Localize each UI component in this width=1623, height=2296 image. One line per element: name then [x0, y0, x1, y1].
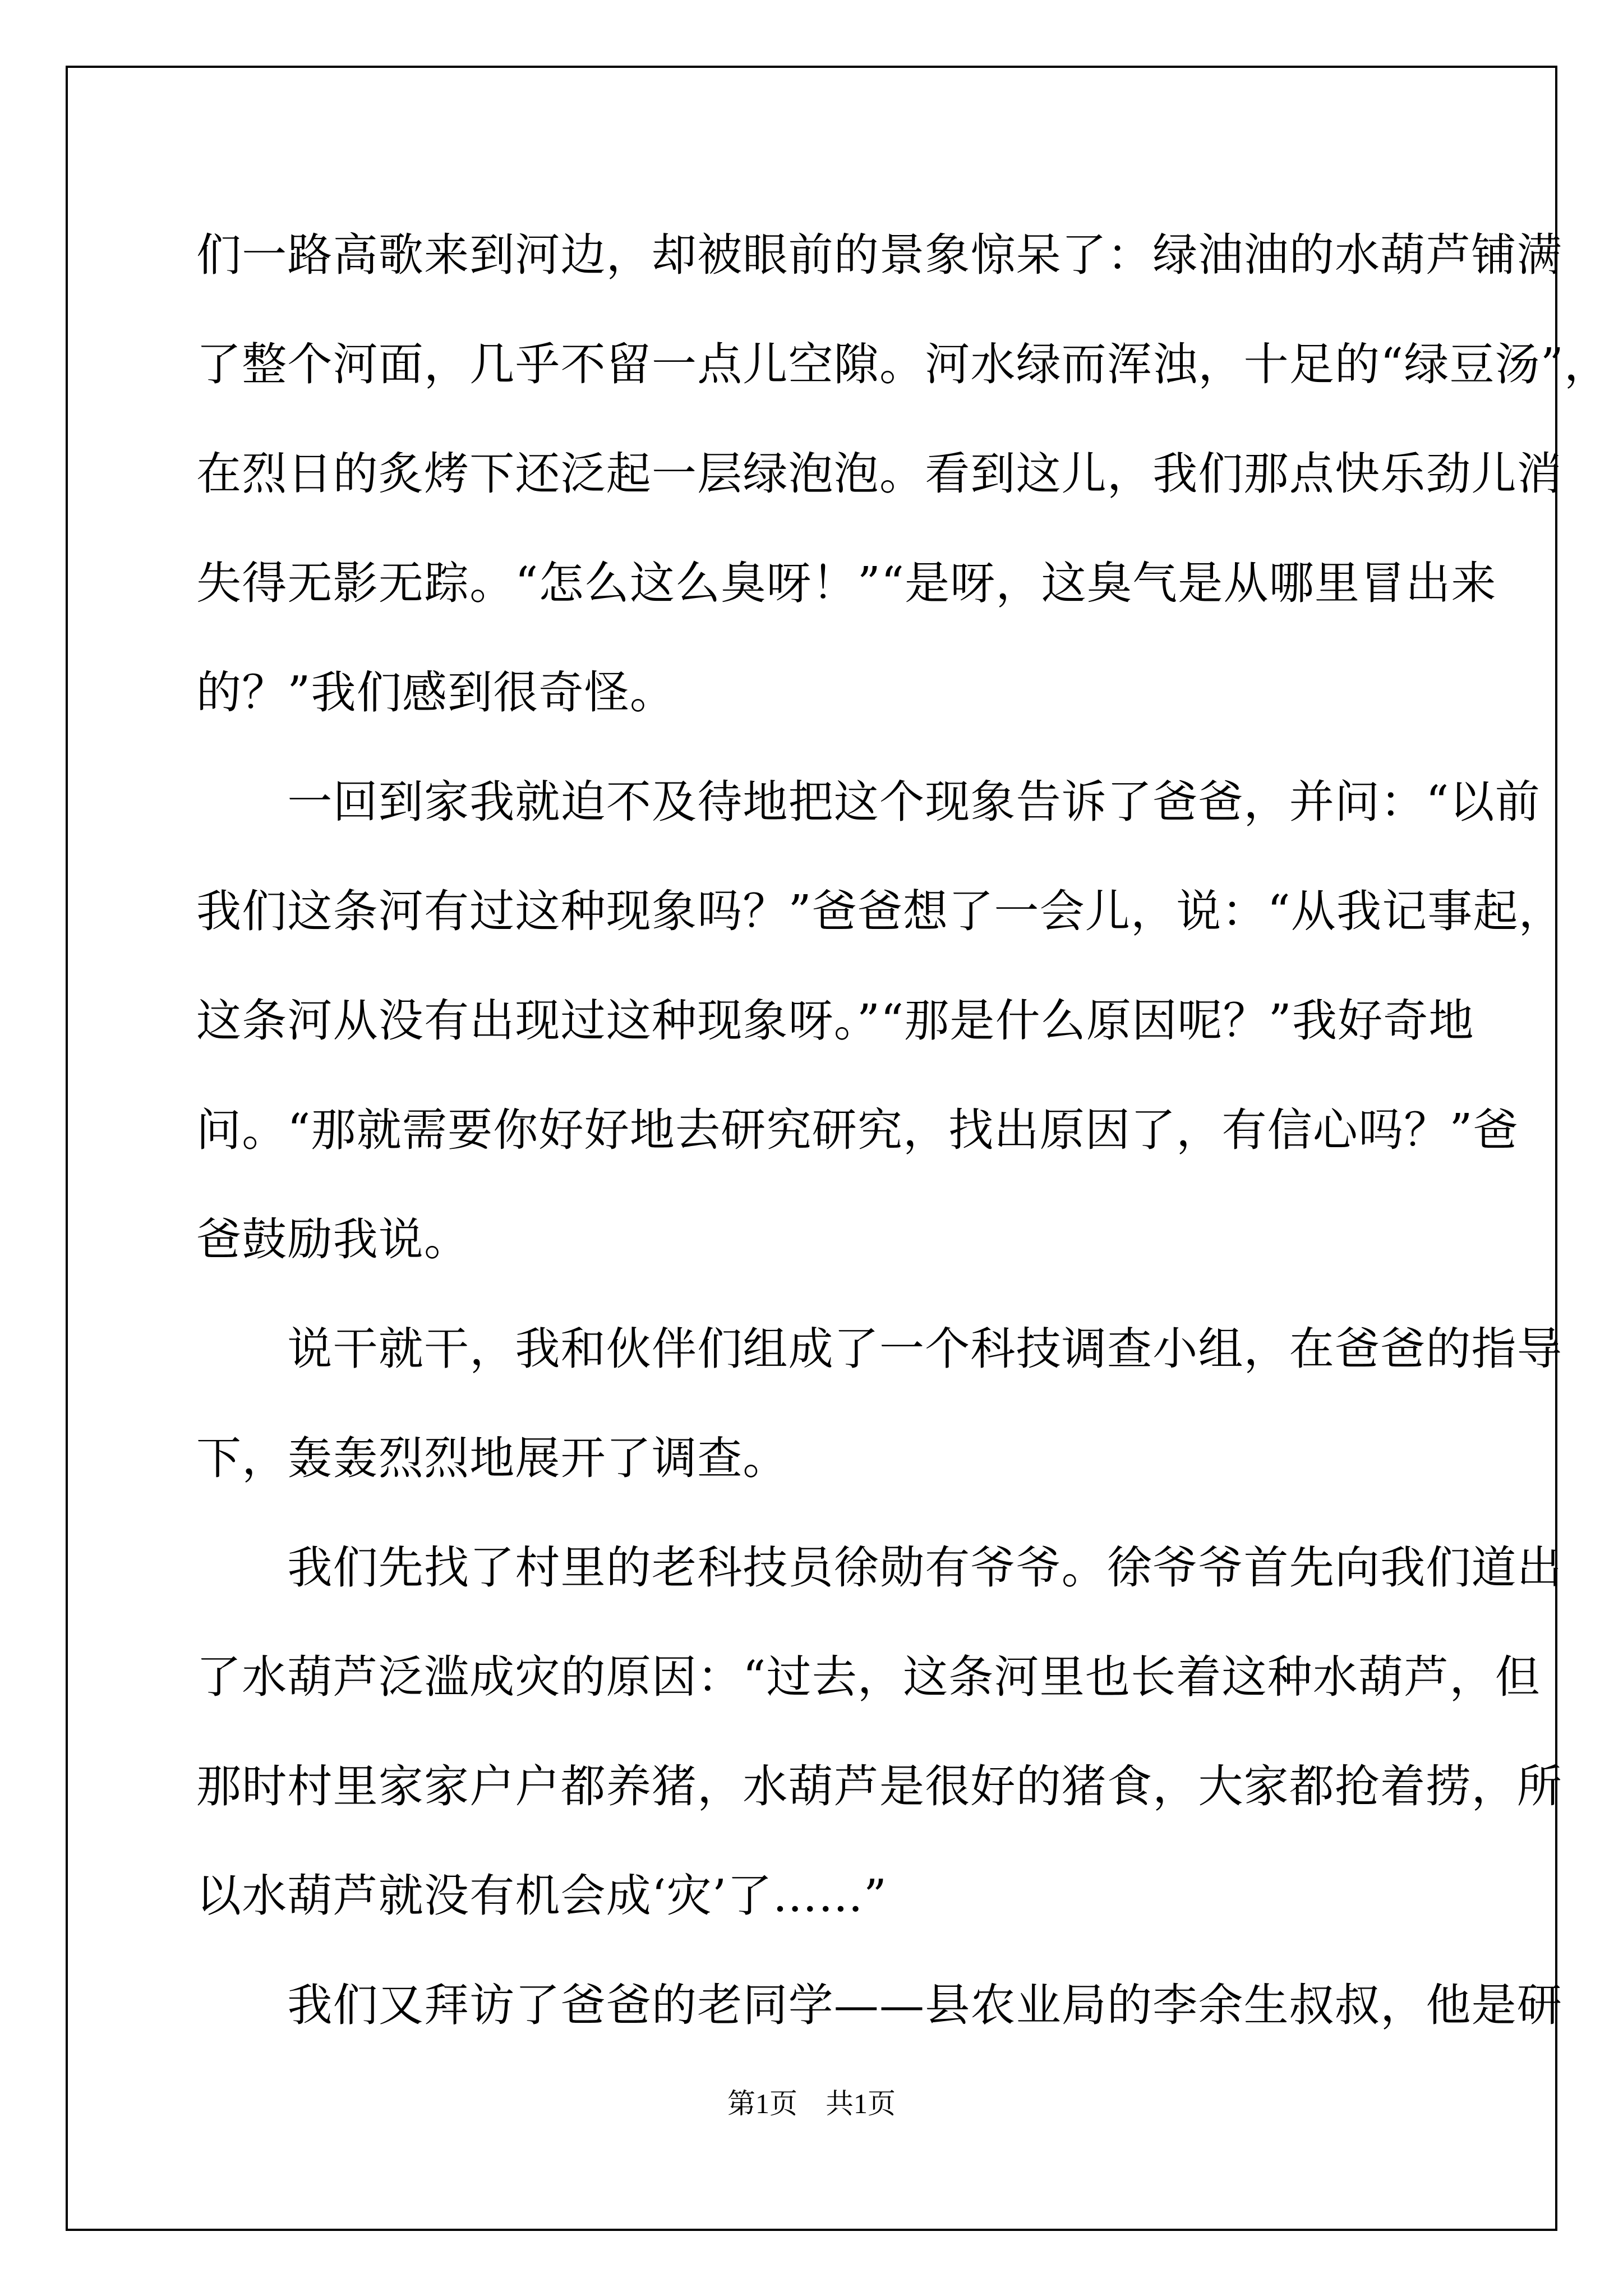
text-line: 失得无影无踪。“怎么这么臭呀！”“是呀，这臭气是从哪里冒出来 — [196, 557, 1497, 609]
document-body — [196, 210, 1610, 2070]
text-line: 那时村里家家户户都养猪，水葫芦是很好的猪食，大家都抢着捞，所 — [196, 1760, 1562, 1812]
text-line: 以水葫芦就没有机会成‘灾’了……” — [196, 1870, 888, 1922]
text-line: 说干就干，我和伙伴们组成了一个科技调查小组，在爸爸的指导 — [196, 1323, 1562, 1375]
text-line: 一回到家我就迫不及待地把这个现象告诉了爸爸，并问：“以前 — [196, 776, 1541, 828]
text-line: 我们先找了村里的老科技员徐勋有爷爷。徐爷爷首先向我们道出 — [196, 1542, 1562, 1594]
text-line: 我们又拜访了爸爸的老同学——县农业局的李余生叔叔，他是研 — [196, 1979, 1562, 2031]
text-line: 爸鼓励我说。 — [196, 1213, 470, 1266]
text-line: 在烈日的炙烤下还泛起一层绿泡泡。看到这儿，我们那点快乐劲儿消 — [196, 448, 1562, 500]
text-line: 问。“那就需要你好好地去研究研究，找出原因了，有信心吗？”爸 — [196, 1104, 1519, 1156]
text-line: 的？”我们感到很奇怪。 — [196, 666, 676, 719]
page-number: 第1页 — [727, 2088, 797, 2119]
text-line: 我们这条河有过这种现象吗？”爸爸想了一会儿，说：“从我记事起， — [196, 885, 1564, 937]
text-line: 这条河从没有出现过这种现象呀。”“那是什么原因呢？”我好奇地 — [196, 995, 1474, 1047]
page-footer — [0, 2081, 1623, 2122]
page-total: 共1页 — [826, 2088, 896, 2119]
text-line: 下，轰轰烈烈地展开了调查。 — [196, 1432, 789, 1484]
text-line: 了水葫芦泛滥成灾的原因：“过去，这条河里也长着这种水葫芦，但 — [196, 1651, 1541, 1703]
text-line: 们一路高歌来到河边，却被眼前的景象惊呆了：绿油油的水葫芦铺满 — [196, 229, 1562, 281]
text-line: 了整个河面，几乎不留一点儿空隙。河水绿而浑浊，十足的“绿豆汤”， — [196, 338, 1610, 390]
